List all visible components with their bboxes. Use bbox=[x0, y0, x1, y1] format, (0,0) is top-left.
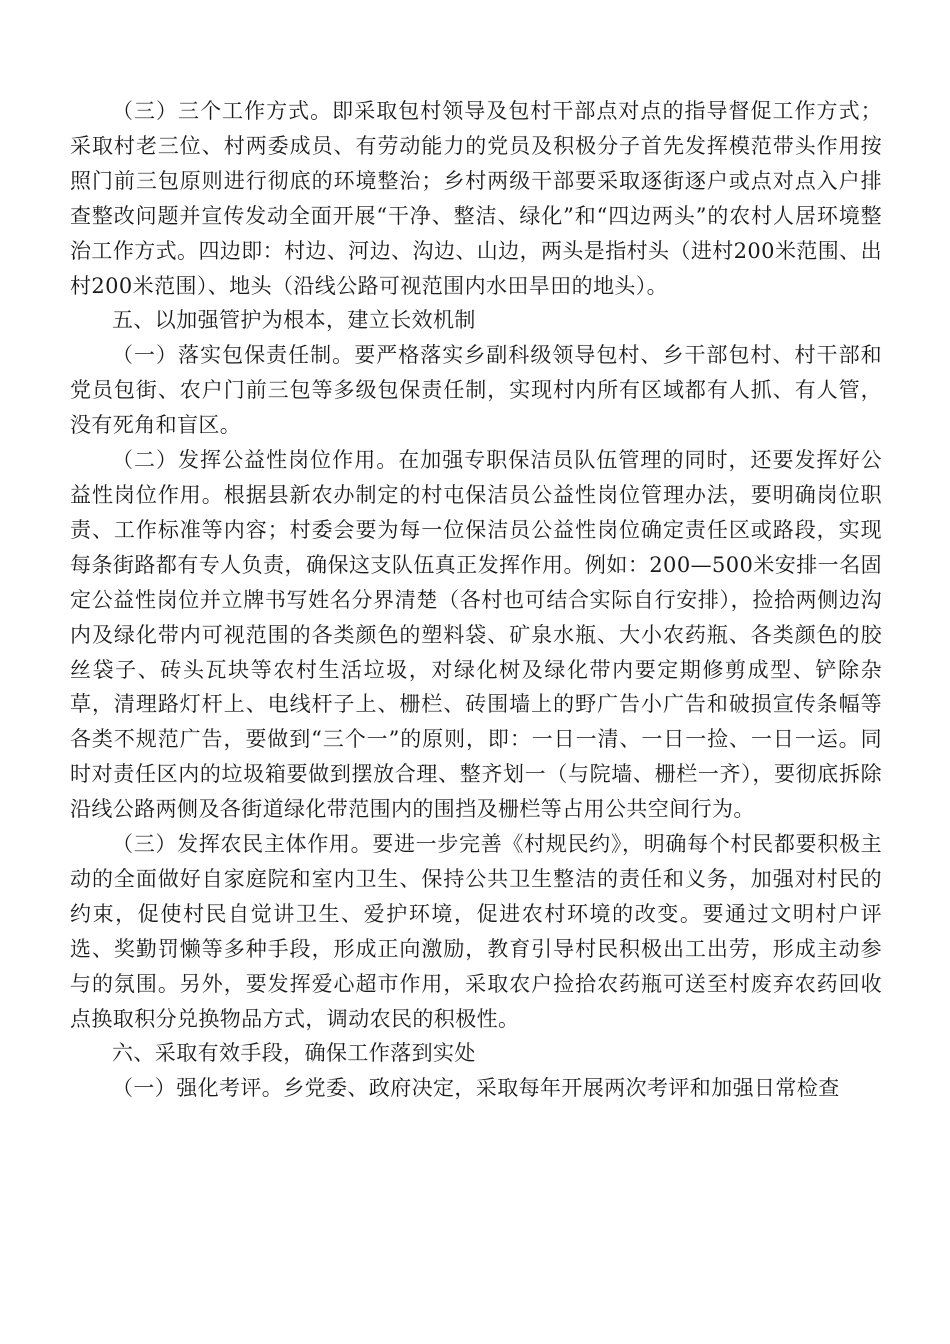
paragraph-work-methods: （三）三个工作方式。即采取包村领导及包村干部点对点的指导督促工作方式；采取村老三位、村两委成员、有劳动能力的党员及积极分子首先发挥模范带头作用按照门前三包原则进行彻底的环境整治；乡村两级干部要采取逐街逐户或点对点入户排查整改问题并宣传发动全面开展“干净、整洁、绿化”和“四边两头”的农村人居环境整治工作方式。四边即：村边、河边、沟边、山边，两头是指村头（进村200米范围、出村200米范围）、地头（沿线公路可视范围内水田旱田的地头）。 bbox=[70, 99, 882, 298]
section-heading-6: 六、采取有效手段，确保工作落到实处 bbox=[112, 1041, 476, 1066]
paragraph-evaluation: （一）强化考评。乡党委、政府决定，采取每年开展两次考评和加强日常检查 bbox=[112, 1076, 840, 1101]
section-heading-5: 五、以加强管护为根本，建立长效机制 bbox=[112, 308, 476, 333]
paragraph-farmers-role: （三）发挥农民主体作用。要进一步完善《村规民约》，明确每个村民都要积极主动的全面做好自家庭院和室内卫生、保持公共卫生整洁的责任和义务，加强对村民的约束，促使村民自觉讲卫生、爱护环境，促进农村环境的改变。要通过文明村户评选、奖勤罚懒等多种手段，形成正向激励，教育引导村民积极出工出劳，形成主动参与的氛围。另外，要发挥爱心超市作用，采取农户捡拾农药瓶可送至村废弃农药回收点换取积分兑换物品方式，调动农民的积极性。 bbox=[70, 832, 882, 1031]
document-page bbox=[70, 94, 882, 1106]
paragraph-responsibility-system: （一）落实包保责任制。要严格落实乡副科级领导包村、乡干部包村、村干部和党员包街、农户门前三包等多级包保责任制，实现村内所有区域都有人抓、有人管，没有死角和盲区。 bbox=[70, 343, 882, 438]
paragraph-public-welfare-posts: （二）发挥公益性岗位作用。在加强专职保洁员队伍管理的同时，还要发挥好公益性岗位作用。根据县新农办制定的村屯保洁员公益性岗位管理办法，要明确岗位职责、工作标准等内容；村委会要为每一位保洁员公益性岗位确定责任区或路段，实现每条街路都有专人负责，确保这支队伍真正发挥作用。例如：200—500米安排一名固定公益性岗位并立牌书写姓名分界清楚（各村也可结合实际自行安排），捡拾两侧边沟内及绿化带内可视范围的各类颜色的塑料袋、矿泉水瓶、大小农药瓶、各类颜色的胶丝袋子、砖头瓦块等农村生活垃圾，对绿化树及绿化带内要定期修剪成型、铲除杂草，清理路灯杆上、电线杆子上、栅栏、砖围墙上的野广告小广告和破损宣传条幅等各类不规范广告，要做到“三个一”的原则，即：一日一清、一日一捡、一日一运。同时对责任区内的垃圾箱要做到摆放合理、整齐划一（与院墙、栅栏一齐），要彻底拆除沿线公路两侧及各街道绿化带范围内的围挡及栅栏等占用公共空间行为。 bbox=[70, 448, 882, 822]
